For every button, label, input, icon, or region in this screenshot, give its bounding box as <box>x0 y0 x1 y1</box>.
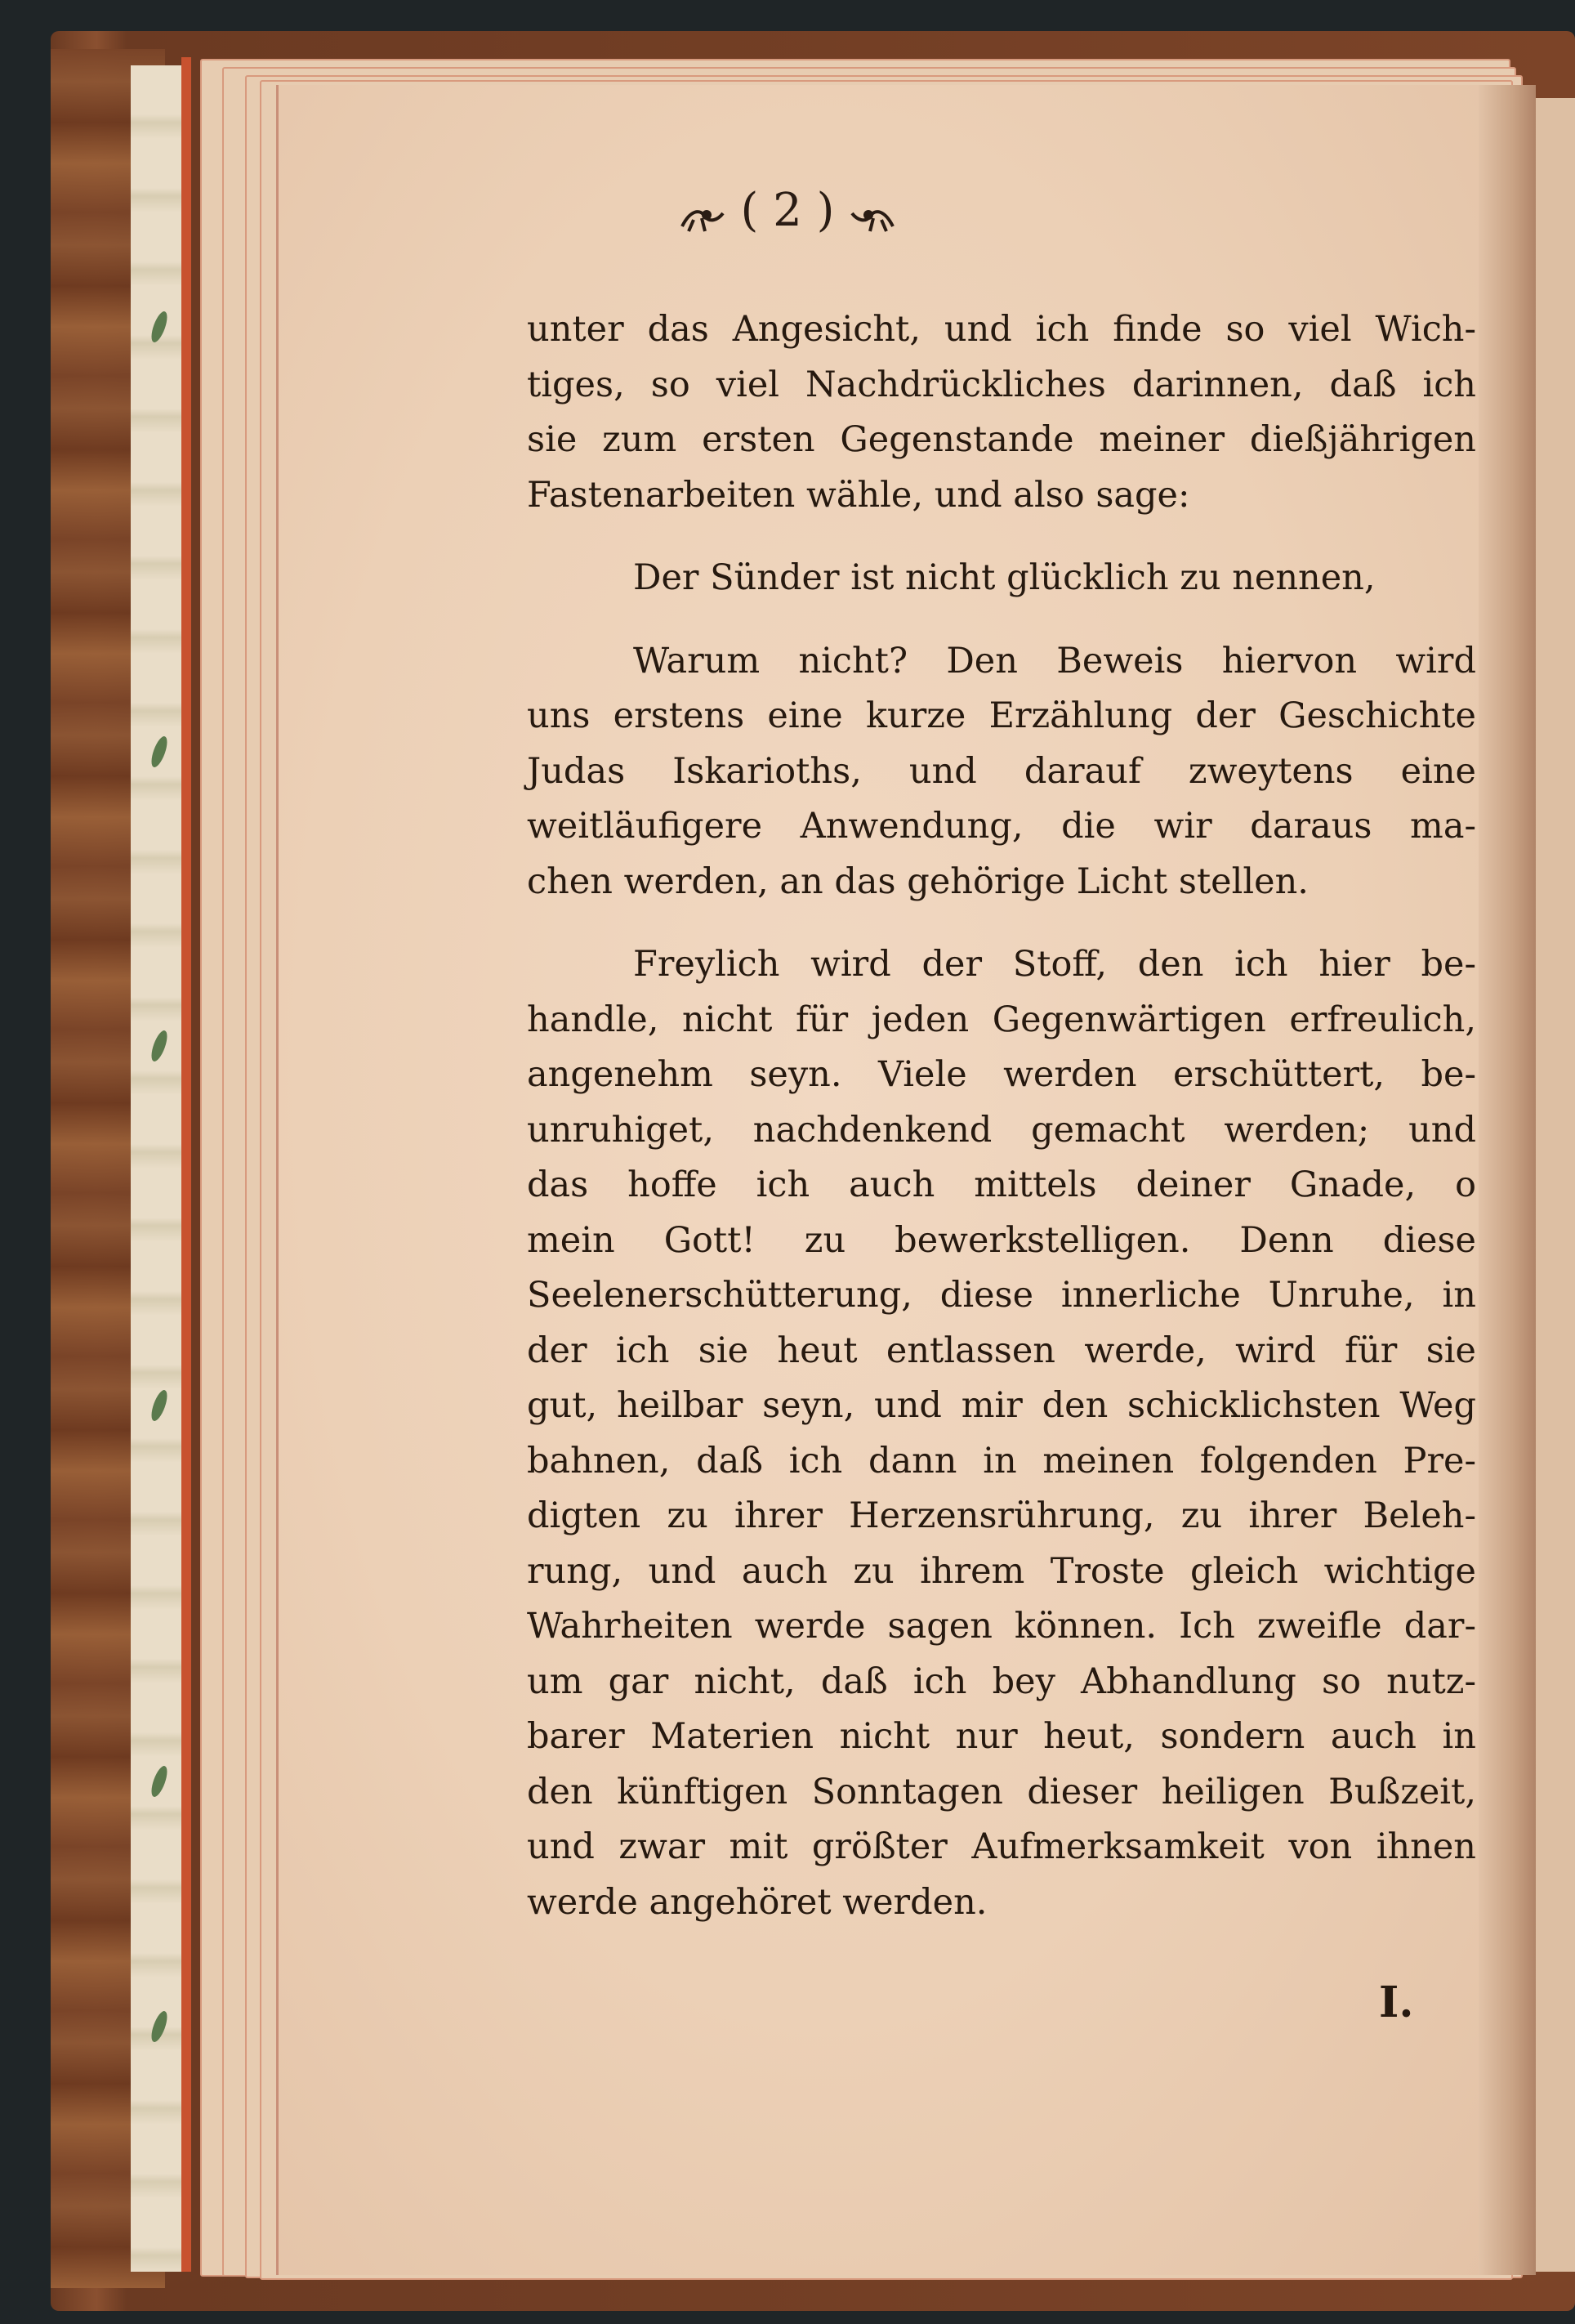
text-line: weitläufigere Anwendung, die wir daraus ma- <box>527 806 1476 847</box>
text-line: das hoffe ich auch mittels deiner Gnade, o <box>527 1164 1476 1205</box>
text-line: Seelenerschütterung, diese innerliche Unruhe, in <box>527 1275 1476 1316</box>
text-line: gut, heilbar seyn, und mir den schicklichsten Weg <box>527 1385 1476 1426</box>
paragraph <box>527 551 1476 606</box>
page-body-text <box>527 302 1476 1930</box>
text-line: uns erstens eine kurze Erzählung der Geschichte <box>527 695 1476 736</box>
page-number: ( 2 ) <box>740 184 835 237</box>
marbled-endpaper <box>131 65 188 2272</box>
text-line: chen werden, an das gehörige Licht stellen. <box>527 860 1309 902</box>
page-header <box>0 184 1575 237</box>
text-line: Freylich wird der Stoff, den ich hier be- <box>633 944 1476 985</box>
text-line: Judas Iskarioths, und darauf zweytens eine <box>527 750 1476 792</box>
text-line: Fastenarbeiten wähle, und also sage: <box>527 474 1190 516</box>
gutter-shadow <box>1479 85 1536 2275</box>
text-line: barer Materien nicht nur heut, sondern auch in <box>527 1716 1476 1757</box>
left-flower-ornament-icon <box>677 196 726 232</box>
paragraph-gap <box>527 909 1476 937</box>
text-line: tiges, so viel Nachdrückliches darinnen, daß ich <box>527 364 1476 405</box>
text-line: werde angehöret werden. <box>527 1881 988 1923</box>
text-line: bahnen, daß ich dann in meinen folgenden Pre- <box>527 1440 1476 1482</box>
paragraph <box>527 634 1476 910</box>
text-line: digten zu ihrer Herzensrührung, zu ihrer Beleh- <box>527 1495 1476 1536</box>
paragraph <box>527 937 1476 1930</box>
text-line: handle, nicht für jeden Gegenwärtigen erfreulich, <box>527 999 1476 1040</box>
paragraph-gap <box>527 523 1476 551</box>
text-line: rung, und auch zu ihrem Troste gleich wichtige <box>527 1550 1476 1592</box>
text-line: der ich sie heut entlassen werde, wird für sie <box>527 1330 1476 1371</box>
text-line: und zwar mit größter Aufmerksamkeit von ihnen <box>527 1826 1476 1867</box>
red-page-edge <box>181 57 191 2272</box>
paragraph-gap <box>527 606 1476 634</box>
catchword: I. <box>1379 1978 1414 2027</box>
text-line: Warum nicht? Den Beweis hiervon wird <box>633 640 1476 682</box>
text-line: den künftigen Sonntagen dieser heiligen Bußzeit, <box>527 1771 1476 1812</box>
text-line: unruhiget, nachdenkend gemacht werden; und <box>527 1109 1476 1151</box>
text-line: angenehm seyn. Viele werden erschüttert, be- <box>527 1054 1476 1095</box>
paragraph <box>527 302 1476 523</box>
right-flower-ornament-icon <box>849 196 898 232</box>
text-line: mein Gott! zu bewerkstelligen. Denn diese <box>527 1219 1476 1261</box>
text-line: unter das Angesicht, und ich finde so viel Wich- <box>527 309 1476 350</box>
text-line: um gar nicht, daß ich bey Abhandlung so nutz- <box>527 1660 1476 1702</box>
text-line: Der Sünder ist nicht glücklich zu nennen, <box>633 557 1376 598</box>
text-line: Wahrheiten werde sagen können. Ich zweifle dar- <box>527 1606 1476 1647</box>
text-line: sie zum ersten Gegenstande meiner dießjährigen <box>527 419 1476 460</box>
